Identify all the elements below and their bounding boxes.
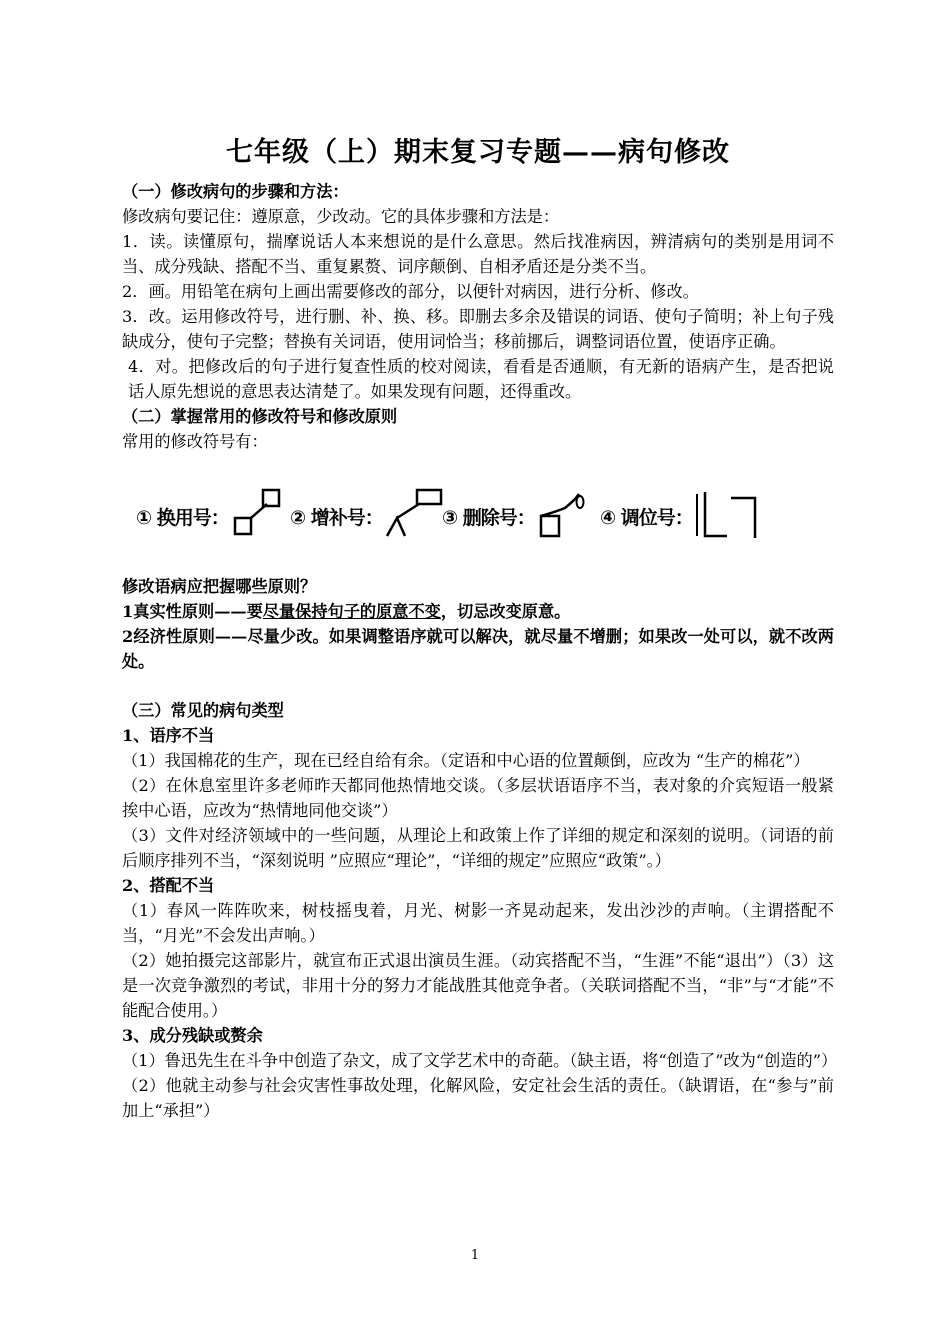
- type-1-heading: 1、语序不当: [122, 726, 215, 745]
- section-2-intro: 常用的修改符号有：: [122, 432, 268, 451]
- delete-mark-icon: [535, 486, 595, 546]
- principle-1: [122, 599, 834, 624]
- correction-symbols-figure: [122, 464, 834, 560]
- step-4: 4．对。把修改后的句子进行复查性质的校对阅读，看看是否通顺，有无新的语病产生，是否把说话人原先想说的意思表达清楚了。如果发现有问题，还得重改。: [128, 357, 834, 401]
- type-1-example-3: （3）文件对经济领域中的一些问题，从理论上和政策上作了详细的规定和深刻的说明。（词语的前后顺序排列不当，“深刻说明 ”应照应“理论”，“详细的规定”应照应“政策”。）: [122, 826, 834, 870]
- transpose-symbol-label: ④ 调位号：: [600, 506, 693, 529]
- replace-mark-icon: [229, 486, 289, 546]
- type-1-example-2: （2）在休息室里许多老师昨天都同他热情地交谈。（多层状语语序不当，表对象的介宾短语一般紧挨中心语，应改为“热情地同他交谈”）: [122, 776, 834, 820]
- section-1-heading: （一）修改病句的步骤和方法：: [122, 182, 349, 201]
- type-2-example-2: （2）她拍摄完这部影片，就宣布正式退出演员生涯。（动宾搭配不当，“生涯”不能“退出”）（3）这是一次竞争激烈的考试，非用十分的努力才能战胜其他竞争者。（关联词搭配不当，“非”与“才能”不能配合使用。）: [122, 951, 834, 1020]
- type-3-example-2: （2）他就主动参与社会灾害性事故处理，化解风险，安定社会生活的责任。（缺谓语，在“参与”前加上“承担”）: [122, 1076, 834, 1120]
- principle-1-suffix: ，切忌改变原意。: [440, 602, 571, 621]
- step-1: 1．读。读懂原句，揣摩说话人本来想说的是什么意思。然后找准病因，辨清病句的类别是用词不当、成分残缺、搭配不当、重复累赘、词序颠倒、自相矛盾还是分类不当。: [122, 232, 834, 276]
- principle-1-underlined: 尽量保持句子的原意不变: [262, 602, 441, 621]
- type-3-example-1: （1）鲁迅先生在斗争中创造了杂文，成了文学艺术中的奇葩。（缺主语，将“创造了”改为“创造的”）: [122, 1051, 838, 1070]
- insert-symbol-label: ② 增补号：: [290, 506, 383, 529]
- page-title: 七年级（上）期末复习专题——病句修改: [226, 137, 730, 168]
- page-number: 1: [470, 1248, 480, 1263]
- delete-symbol: [442, 486, 595, 546]
- type-3-heading: 3、成分残缺或赘余: [122, 1026, 263, 1045]
- principle-2: 2经济性原则——尽量少改。如果调整语序就可以解决，就尽量不增删；如果改一处可以，就不改两处。: [122, 627, 834, 671]
- section-2-heading: （二）掌握常用的修改符号和修改原则: [122, 407, 398, 426]
- step-3: 3．改。运用修改符号，进行删、补、换、移。即删去多余及错误的词语、使句子简明；补上句子残缺成分，使句子完整；替换有关词语，使用词恰当；移前挪后，调整词语位置，使语序正确。: [122, 307, 834, 351]
- principle-1-prefix: 1真实性原则——要: [122, 602, 263, 621]
- principles-question: 修改语病应把握哪些原则？: [122, 577, 317, 596]
- type-2-heading: 2、搭配不当: [122, 876, 215, 895]
- step-2: 2．画。用铅笔在病句上画出需要修改的部分，以便针对病因，进行分析、修改。: [122, 282, 699, 301]
- type-1-example-1: （1）我国棉花的生产，现在已经自给有余。（定语和中心语的位置颠倒，应改为 “生产的棉花”）: [122, 751, 810, 770]
- section-1-intro: 修改病句要记住：遵原意，少改动。它的具体步骤和方法是：: [122, 207, 560, 226]
- transpose-symbol: [600, 486, 773, 546]
- section-3-heading: （三）常见的病句类型: [122, 701, 284, 720]
- insert-symbol: [290, 486, 453, 546]
- replace-symbol: [136, 486, 289, 546]
- document-page: [122, 130, 838, 1123]
- replace-symbol-label: ① 换用号：: [136, 506, 229, 529]
- transpose-mark-icon: [693, 486, 773, 546]
- delete-symbol-label: ③ 删除号：: [442, 506, 535, 529]
- type-2-example-1: （1）春风一阵阵吹来，树枝摇曳着，月光、树影一齐晃动起来，发出沙沙的声响。（主谓搭配不当，“月光”不会发出声响。）: [122, 901, 834, 945]
